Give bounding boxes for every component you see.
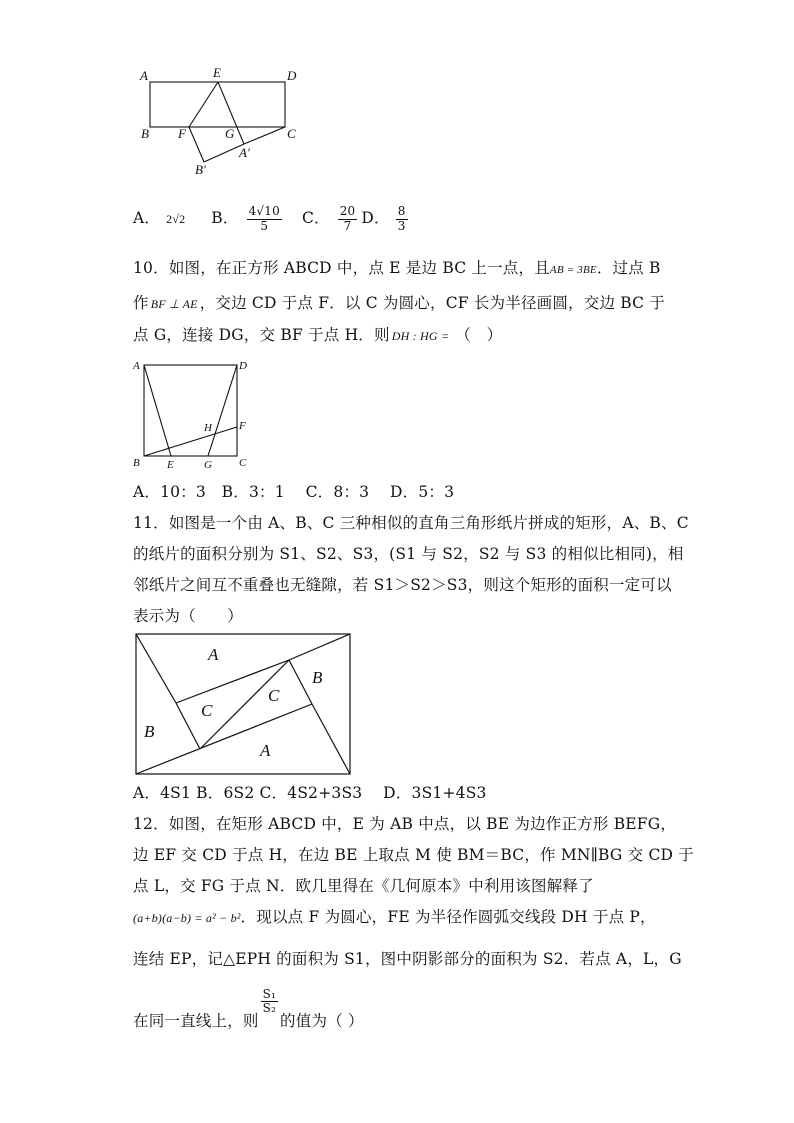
q11-line-diag-5 xyxy=(176,703,200,749)
q10-line-2 xyxy=(133,296,665,312)
q12-line-2: 边 EF 交 CD 于点 H，在边 BE 上取点 M 使 BM＝BC，作 MN∥BG 交 CD 于 xyxy=(133,846,694,864)
q9-label-D: D xyxy=(287,68,297,83)
q11-options[interactable]: A．4S1 B．6S2 C．4S2+3S3 D．3S1+4S3 xyxy=(133,784,487,802)
q12-line-5: 连结 EP，记△EPH 的面积为 S1，图中阴影部分的面积为 S2．若点 A，L，G xyxy=(133,950,682,968)
q10-line-2-math: BF ⊥ AE xyxy=(150,297,198,311)
q10-line-1 xyxy=(133,261,661,277)
q12-line-3: 点 L，交 FG 于点 N．欧几里得在《几何原本》中利用该图解释了 xyxy=(133,877,594,895)
q10-line-1-b: ．过点 B xyxy=(596,259,661,277)
q10-line-DG xyxy=(208,365,237,456)
q12-ratio-fraction xyxy=(261,988,278,1015)
q9-option-b-fraction xyxy=(247,205,282,232)
q11-line-2: 的纸片的面积分别为 S1、S2、S3，(S1 与 S2，S2 与 S3 的相似比相同)，相 xyxy=(133,545,684,563)
q9-option-b-num: 4√10 xyxy=(248,204,280,219)
q12-line-6 xyxy=(133,983,364,1029)
q9-label-A: A xyxy=(140,68,148,83)
q11-line-diag-1 xyxy=(136,634,176,703)
q9-label-A-prime: A′ xyxy=(239,145,250,160)
q10-line-2-b: ，交边 CD 于点 F．以 C 为圆心，CF 长为半径画圆，交边 BC 于 xyxy=(199,294,666,312)
q12-ratio-den: S₂ xyxy=(262,1000,277,1015)
q10-label-B: B xyxy=(133,457,140,469)
q10-line-3 xyxy=(133,328,502,344)
q9-option-b-den: 5 xyxy=(260,218,269,233)
q11-label-A-top: A xyxy=(208,645,219,664)
q12-ratio-num: S₁ xyxy=(262,986,277,1001)
q9-option-c-num: 20 xyxy=(339,204,356,219)
q10-line-3-math: DH : HG = xyxy=(391,329,450,343)
q9-rectangle xyxy=(150,82,285,127)
q11-line-diag-4 xyxy=(289,634,350,660)
q10-line-3-a: 点 G，连接 DG，交 BF 于点 H．则 xyxy=(133,326,390,344)
q9-option-b-letter[interactable]: B． xyxy=(211,209,239,228)
q10-figure xyxy=(130,357,255,472)
q9-option-c-fraction xyxy=(338,205,358,232)
q9-label-B: B xyxy=(141,126,149,141)
q10-label-C: C xyxy=(239,457,247,469)
q12-line-4-math: (a+b)(a−b) = a² − b² xyxy=(133,911,241,925)
q11-line-1: 11．如图是一个由 A、B、C 三种相似的直角三角形纸片拼成的矩形，A、B、C xyxy=(133,514,689,532)
q12-line-4 xyxy=(133,910,656,926)
q9-label-E: E xyxy=(213,66,221,80)
q10-label-G: G xyxy=(204,459,212,471)
q9-line-A'C xyxy=(244,127,285,144)
q10-label-E: E xyxy=(167,459,174,471)
q10-line-1-a: 10．如图，在正方形 ABCD 中，点 E 是边 BC 上一点，且 xyxy=(133,259,550,277)
q9-option-d-fraction xyxy=(396,205,408,232)
q9-label-F: F xyxy=(178,126,186,141)
q9-option-c-letter[interactable]: C． xyxy=(301,209,330,228)
q12-line-1: 12．如图，在矩形 ABCD 中，E 为 AB 中点，以 BE 为边作正方形 BEFG， xyxy=(133,815,677,833)
q11-line-diag-2 xyxy=(136,704,312,774)
q11-figure xyxy=(134,632,352,776)
q11-line-3: 邻纸片之间互不重叠也无缝隙，若 S1＞S2＞S3，则这个矩形的面积一定可以 xyxy=(133,576,672,594)
q11-label-C-right: C xyxy=(268,686,280,705)
q10-line-1-math: AB = 3BE xyxy=(549,264,597,276)
q10-label-H: H xyxy=(204,422,212,434)
q9-option-d-den: 3 xyxy=(397,218,406,233)
q10-options[interactable]: A．10：3 B．3：1 C．8：3 D．5：3 xyxy=(133,483,455,501)
q9-label-B-prime: B′ xyxy=(195,162,206,177)
q10-line-2-a: 作 xyxy=(133,294,149,312)
q10-label-A: A xyxy=(133,360,140,372)
q9-line-EF xyxy=(189,82,218,127)
q11-line-diag-8 xyxy=(312,704,350,774)
q11-label-C-left: C xyxy=(201,701,213,720)
q9-option-a-letter[interactable]: A． xyxy=(133,209,161,228)
q9-label-G: G xyxy=(225,126,235,141)
q9-option-c-den: 7 xyxy=(343,218,352,233)
q11-line-diag-7 xyxy=(289,660,312,704)
q9-label-C: C xyxy=(287,126,296,141)
q11-label-B-right: B xyxy=(312,668,323,687)
q9-option-d-num: 8 xyxy=(397,204,406,219)
q12-line-6-b: 的值为（ ） xyxy=(280,1011,364,1030)
q11-label-A-bottom: A xyxy=(260,741,271,760)
q9-options xyxy=(133,200,408,238)
q11-outer-rectangle xyxy=(136,634,350,774)
q10-line-3-b: （ ） xyxy=(455,326,503,344)
q10-label-D: D xyxy=(239,360,247,372)
q9-option-a-value: 2√2 xyxy=(166,212,186,226)
q9-option-d-letter[interactable]: D． xyxy=(361,209,390,228)
q12-line-4-text: ．现以点 F 为圆心，FE 为半径作圆弧交线段 DH 于点 P， xyxy=(240,908,656,926)
q11-line-4: 表示为（ ） xyxy=(133,607,243,625)
q12-line-6-a: 在同一直线上，则 xyxy=(133,1011,259,1030)
q9-line-FB' xyxy=(189,127,204,162)
q11-label-B-left: B xyxy=(144,722,155,741)
q10-line-BF xyxy=(144,427,237,456)
q9-figure xyxy=(138,66,308,178)
q10-line-AE xyxy=(144,365,171,456)
q9-line-B'A' xyxy=(204,144,244,162)
q10-label-F: F xyxy=(239,420,246,432)
